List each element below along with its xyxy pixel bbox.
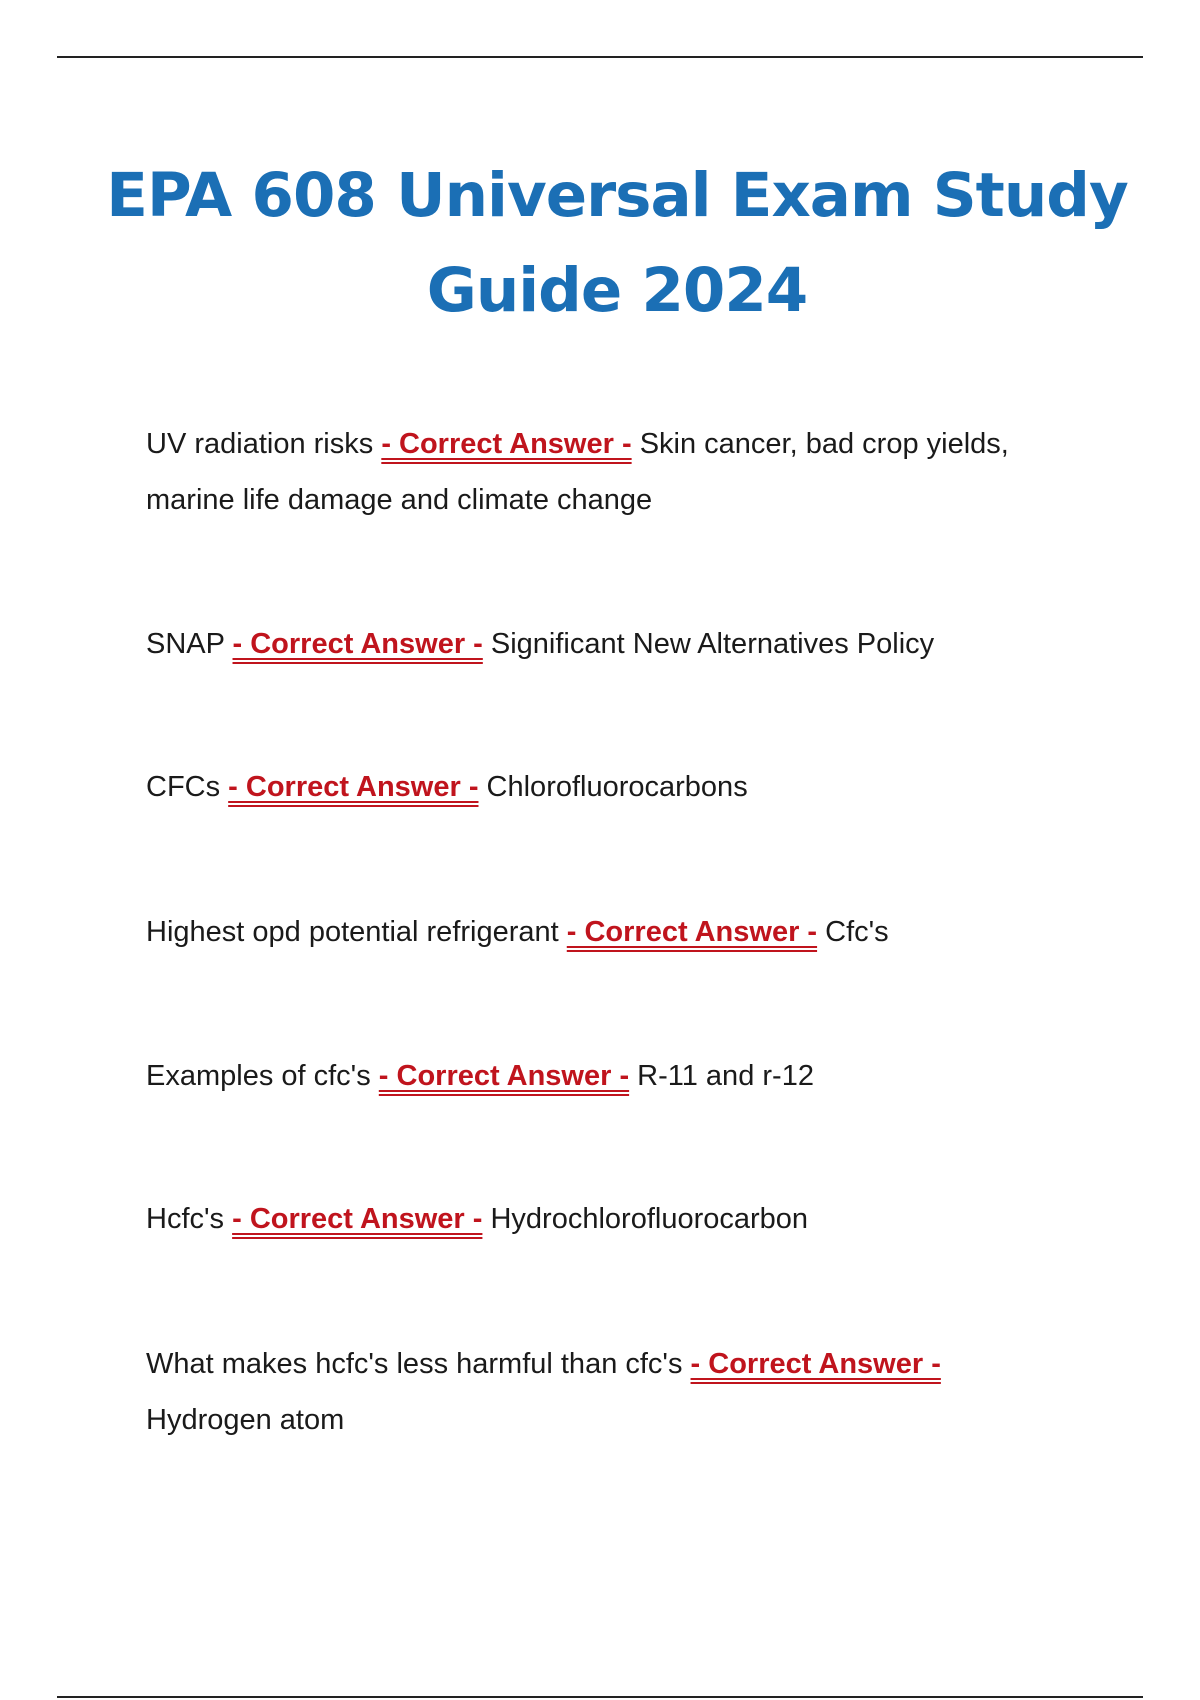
answer-text: Chlorofluorocarbons [486, 771, 748, 803]
question-text: Examples of cfc's [146, 1060, 371, 1092]
correct-answer-tag: - Correct Answer - [232, 1203, 483, 1235]
bottom-rule [57, 1696, 1143, 1698]
answer-text: Skin cancer, bad crop yields, marine life damage and climate change [146, 428, 1009, 516]
answer-text: Significant New Alternatives Policy [490, 628, 935, 660]
correct-answer-tag: - Correct Answer - [378, 1060, 630, 1092]
qa-item [146, 1048, 1046, 1104]
correct-answer-tag: - Correct Answer - [232, 628, 483, 660]
question-text: UV radiation risks [146, 428, 374, 460]
question-text: Hcfc's [146, 1203, 225, 1235]
question-text: SNAP [146, 628, 225, 660]
top-rule [57, 56, 1143, 58]
answer-text: Hydrochlorofluorocarbon [490, 1203, 809, 1235]
qa-item [146, 1336, 1046, 1448]
correct-answer-tag: - Correct Answer - [690, 1348, 941, 1380]
correct-answer-tag: - Correct Answer - [566, 916, 818, 948]
answer-text: Cfc's [825, 916, 889, 948]
question-text: CFCs [146, 771, 221, 803]
correct-answer-tag: - Correct Answer - [228, 771, 479, 803]
question-text: Highest opd potential refrigerant [146, 916, 559, 948]
qa-item [146, 1191, 1046, 1247]
qa-item [146, 759, 1046, 815]
qa-item [146, 616, 1046, 672]
qa-item [146, 416, 1046, 528]
answer-text: Hydrogen atom [146, 1404, 345, 1436]
document-title: EPA 608 Universal Exam Study Guide 2024 [106, 160, 1128, 326]
correct-answer-tag: - Correct Answer - [381, 428, 632, 460]
question-text: What makes hcfc's less harmful than cfc's [146, 1348, 683, 1380]
answer-text: R-11 and r-12 [637, 1060, 814, 1092]
qa-item [146, 904, 1046, 960]
